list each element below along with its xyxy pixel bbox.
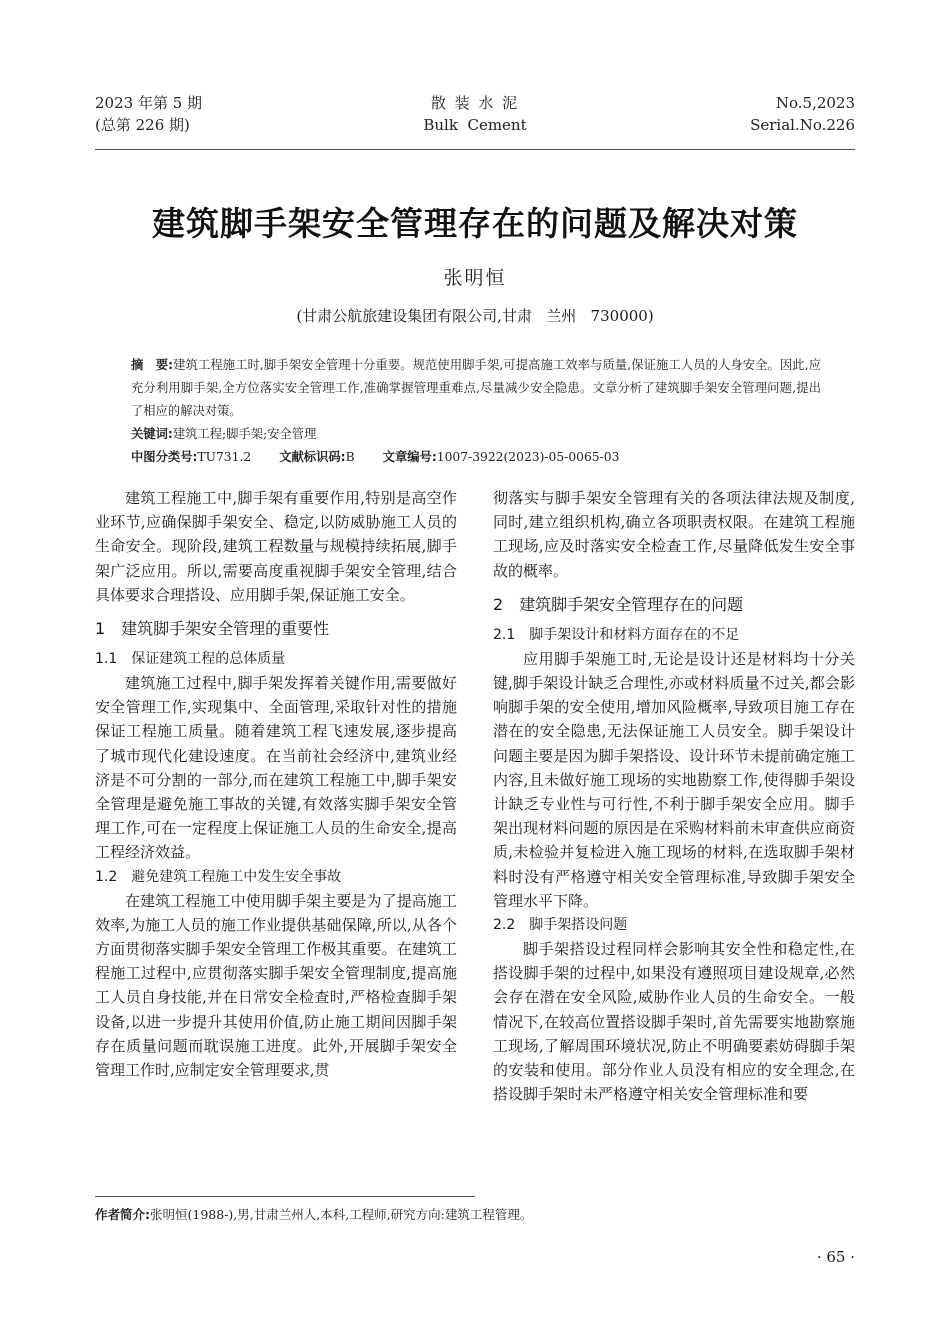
author-bio-text: 张明恒(1988-),男,甘肃兰州人,本科,工程师,研究方向:建筑工程管理。 xyxy=(150,1207,533,1222)
page-number: · 65 · xyxy=(816,1248,855,1266)
section-1-2-paragraph: 在建筑工程施工中使用脚手架主要是为了提高施工效率,为施工人员的施工作业提供基础保障,所以,从各个方面贯彻落实脚手架安全管理工作极其重要。在建筑工程施工过程中,应贯彻落实脚手架安全管理制度,提高施工人员自身技能,并在日常安全检查时,严格检查脚手架设备,以进一步提升其使用价值,防止施工期间因脚手架存在质量问题而耽误施工进度。此外,开展脚手架安全管理工作时,应制定安全管理要求,贯 xyxy=(95,891,457,1080)
abstract-text: 建筑工程施工时,脚手架安全管理十分重要。规范使用脚手架,可提高施工效率与质量,保证施工人员的人身安全。因此,应充分利用脚手架,全方位落实安全管理工作,准确掌握管理重难点,尽量减少安全隐患。文章分析了建筑脚手架安全管理问题,提出了相应的解决对策。 xyxy=(131,358,821,418)
article-title: 建筑脚手架安全管理存在的问题及解决对策 xyxy=(152,204,798,243)
journal-name-en: Bulk Cement xyxy=(423,116,527,134)
article-no-label: 文章编号: xyxy=(382,450,437,464)
section-2-heading: 2 建筑脚手架安全管理存在的问题 xyxy=(493,594,744,614)
left-column xyxy=(95,486,457,1082)
classification-row xyxy=(131,446,821,469)
issue-no-en: No.5,2023 xyxy=(775,94,855,112)
continued-paragraph: 彻落实与脚手架安全管理有关的各项法律法规及制度,同时,建立组织机构,确立各项职责权限。在建筑工程施工现场,应及时落实安全检查工作,尽量降低发生安全事故的概率。 xyxy=(493,489,855,580)
section-2-1-paragraph: 应用脚手架施工时,无论是设计还是材料均十分关键,脚手架设计缺乏合理性,亦或材料质量不过关,都会影响脚手架的安全使用,增加风险概率,导致项目施工存在潜在的安全隐患,无法保证施工人员安全。脚手架设计问题主要是因为脚手架搭设、设计环节未提前确定施工内容,且未做好施工现场的实地勘察工作,使得脚手架设计缺乏专业性与可行性,不利于脚手架安全应用。脚手架出现材料问题的原因是在采购材料前未审查供应商资质,未检验并复检进入施工现场的材料,在选取脚手架材料时没有严格遵守相关安全管理标准,导致脚手架安全管理水平下降。 xyxy=(493,649,855,910)
serial-no-en: Serial.No.226 xyxy=(750,116,855,134)
issue-total-number: (总第 226 期) xyxy=(95,116,190,134)
doc-code-value: B xyxy=(345,450,355,464)
clc-label: 中图分类号: xyxy=(131,450,198,464)
doc-code-label: 文献标识码: xyxy=(279,450,346,464)
keywords-text: 建筑工程;脚手架;安全管理 xyxy=(172,427,317,441)
abstract-block xyxy=(131,354,821,469)
author-affiliation: (甘肃公航旅建设集团有限公司,甘肃 兰州 730000) xyxy=(296,307,654,325)
journal-name xyxy=(375,92,575,136)
journal-serial-info xyxy=(750,92,855,136)
issue-year-number: 2023 年第 5 期 xyxy=(95,94,203,112)
section-1-1-paragraph: 建筑施工过程中,脚手架发挥着关键作用,需要做好安全管理工作,实现集中、全面管理,采取针对性的措施保证工程施工质量。随着建筑工程飞速发展,逐步提高了城市现代化建设速度。在当前社会经济中,建筑业经济是不可分割的一部分,而在建筑工程施工中,脚手架安全管理是避免施工事故的关键,有效落实脚手架安全管理工作,可在一定程度上保证施工人员的生命安全,提高工程经济效益。 xyxy=(95,674,457,862)
keywords-label: 关键词: xyxy=(131,427,173,441)
section-1-2-heading: 1.2 避免建筑工程施工中发生安全事故 xyxy=(95,868,342,885)
author-name: 张明恒 xyxy=(443,267,507,289)
journal-issue-info xyxy=(95,92,202,136)
author-bio-footnote xyxy=(95,1205,532,1223)
intro-paragraph: 建筑工程施工中,脚手架有重要作用,特别是高空作业环节,应确保脚手架安全、稳定,以防威胁施工人员的生命安全。现阶段,建筑工程数量与规模持续拓展,脚手架广泛应用。所以,需要高度重视脚手架安全管理,结合具体要求合理搭设、应用脚手架,保证施工安全。 xyxy=(95,489,457,604)
section-2-2-paragraph: 脚手架搭设过程同样会影响其安全性和稳定性,在搭设脚手架的过程中,如果没有遵照项目建设规章,必然会存在潜在安全风险,威胁作业人员的生命安全。一般情况下,在较高位置搭设脚手架时,首先需要实地勘察施工现场,了解周围环境状况,防止不明确要素妨碍脚手架的安装和使用。部分作业人员没有相应的安全理念,在搭设脚手架时未严格遵守相关安全管理标准和要 xyxy=(493,940,855,1104)
section-1-heading: 1 建筑脚手架安全管理的重要性 xyxy=(95,619,330,639)
right-column xyxy=(493,486,855,1106)
journal-name-cn: 散 装 水 泥 xyxy=(430,94,520,112)
article-no-value: 1007-3922(2023)-05-0065-03 xyxy=(436,450,620,464)
section-2-1-heading: 2.1 脚手架设计和材料方面存在的不足 xyxy=(493,626,740,643)
abstract-label: 摘 要: xyxy=(131,358,174,372)
header-divider xyxy=(95,149,855,150)
abstract-paragraph xyxy=(131,354,821,423)
keywords-row xyxy=(131,423,821,446)
section-2-2-heading: 2.2 脚手架搭设问题 xyxy=(493,917,628,934)
section-1-1-heading: 1.1 保证建筑工程的总体质量 xyxy=(95,651,286,668)
footnote-divider xyxy=(95,1196,475,1197)
clc-value: TU731.2 xyxy=(197,450,252,464)
author-bio-label: 作者简介: xyxy=(95,1207,150,1222)
